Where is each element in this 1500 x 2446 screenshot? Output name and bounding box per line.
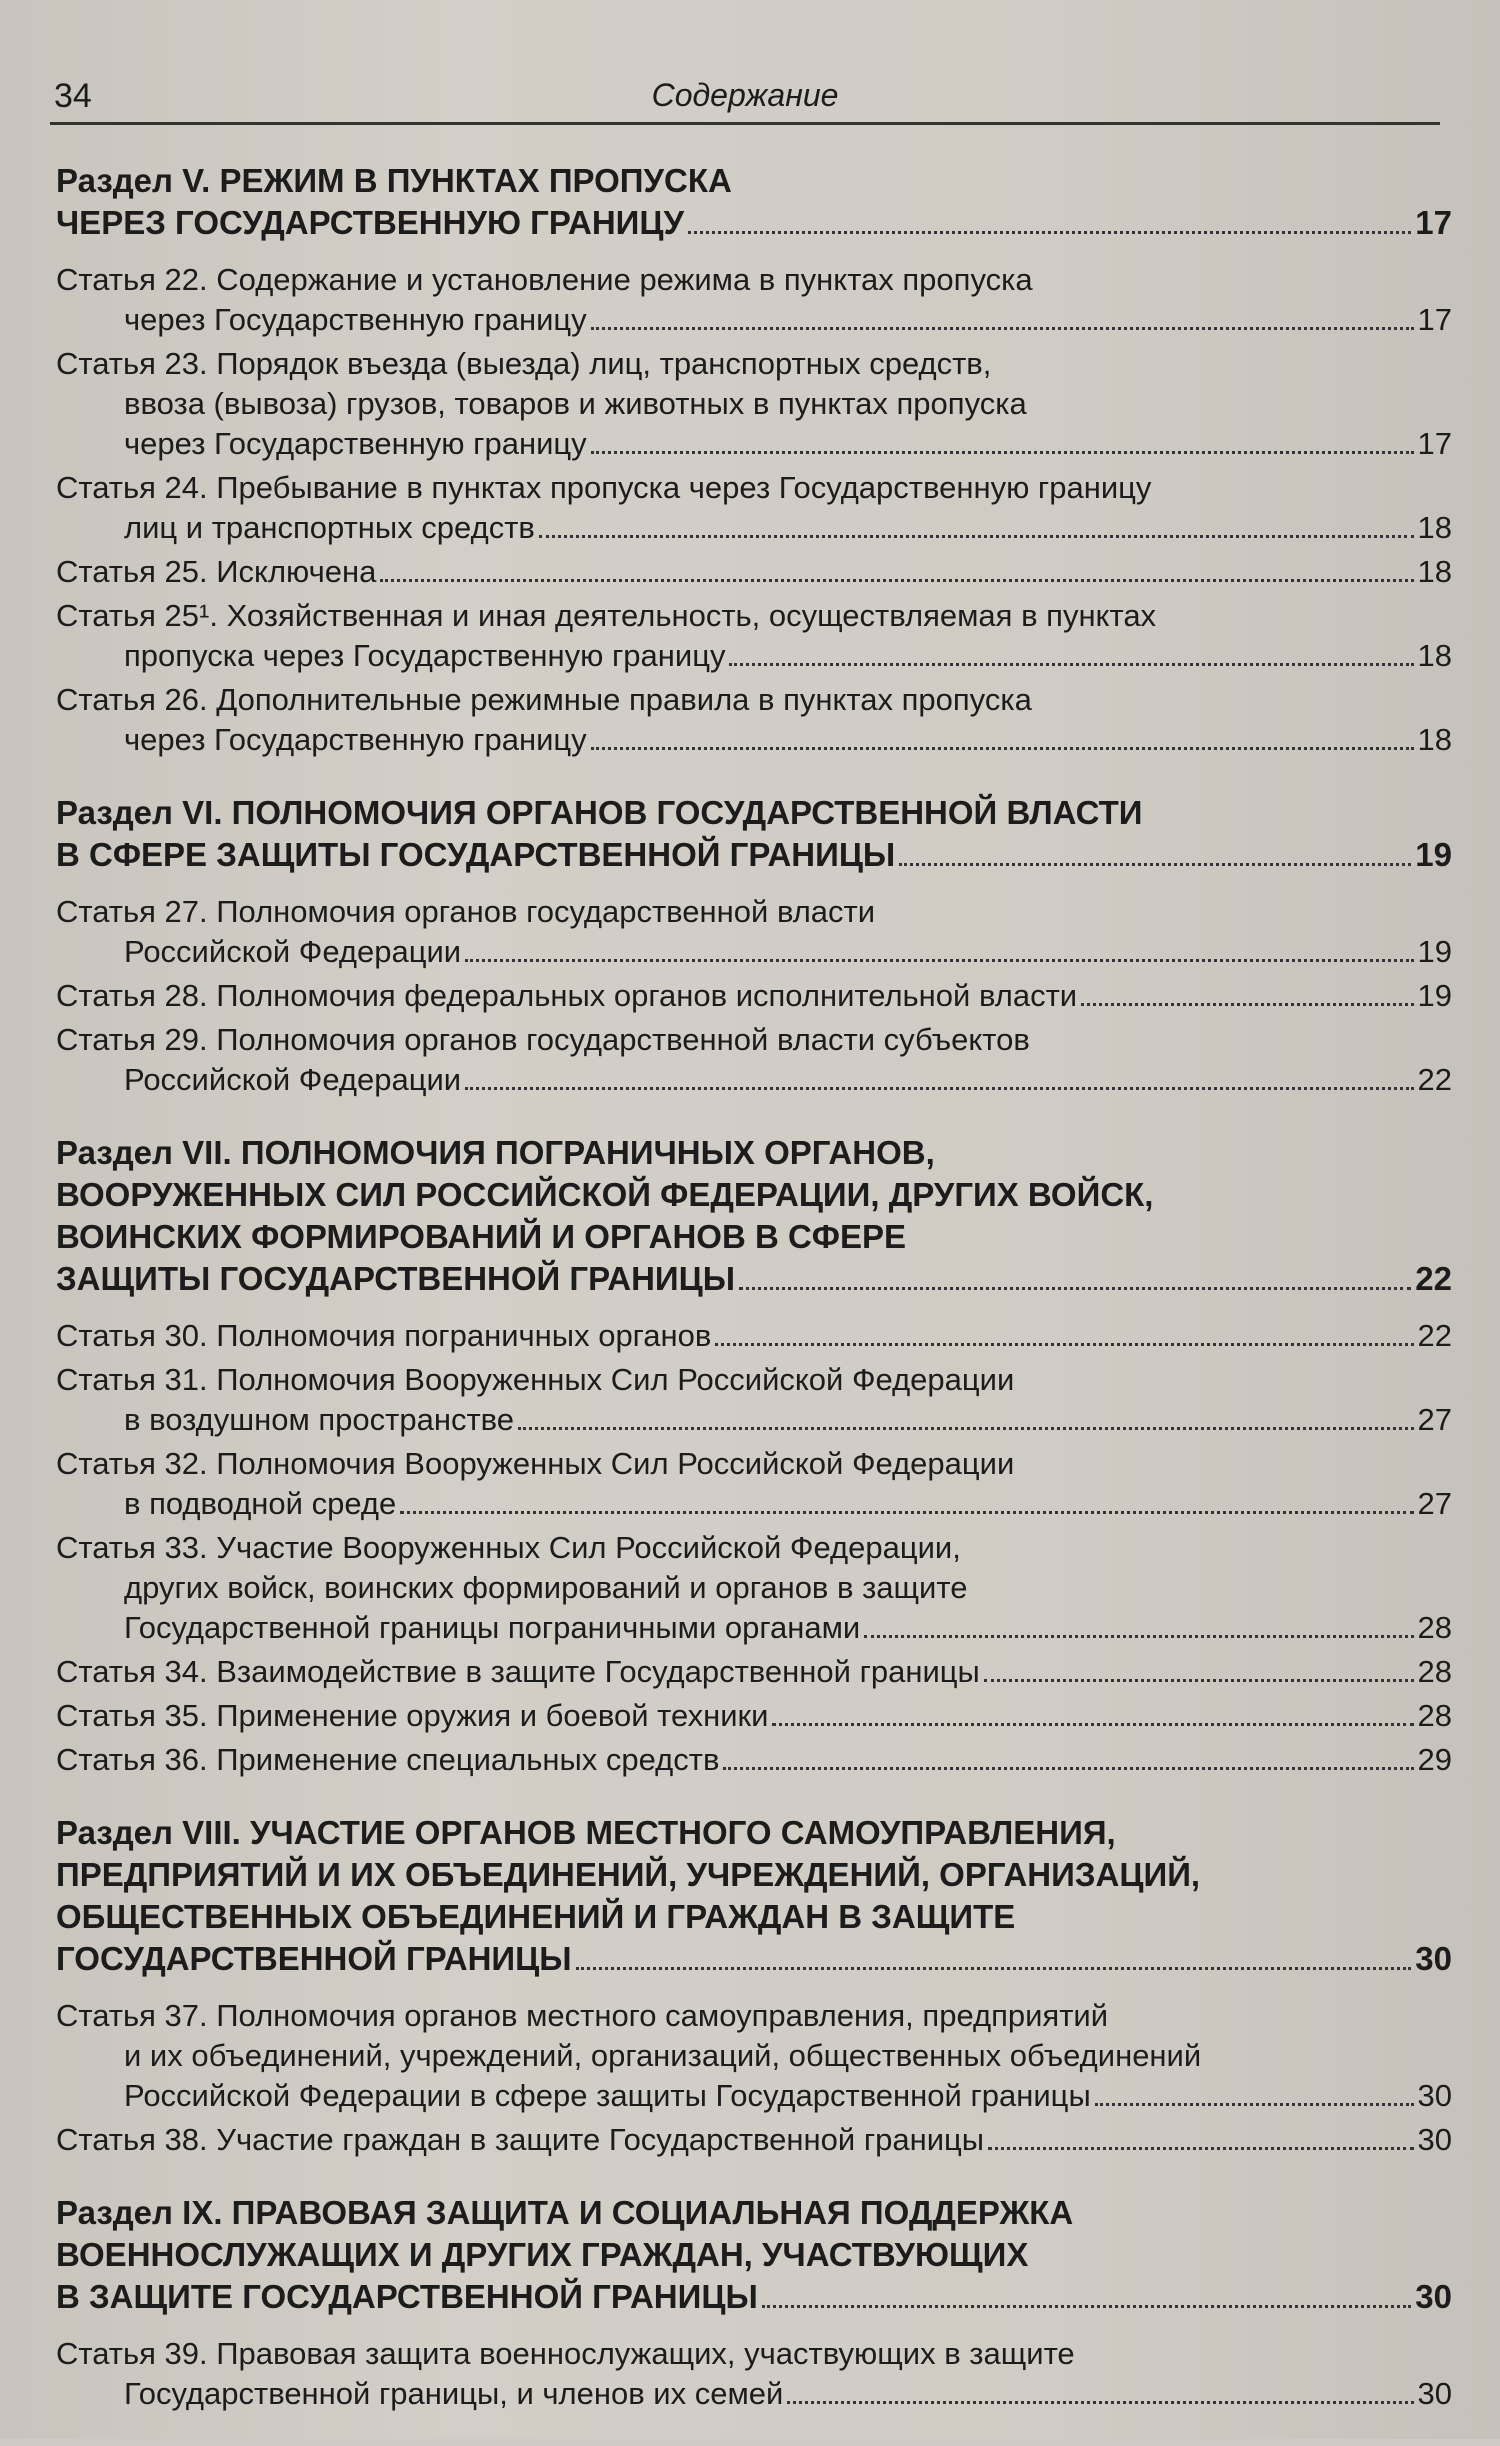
line-text: Российской Федерации xyxy=(124,934,462,969)
article-entry[interactable] xyxy=(56,2334,1452,2414)
toc-line xyxy=(56,1216,1452,1258)
page-ref[interactable]: 22 xyxy=(1417,1318,1452,1353)
line-text: лиц и транспортных средств xyxy=(124,510,535,545)
toc-line xyxy=(56,1652,1452,1692)
toc-line xyxy=(56,1174,1452,1216)
toc-line xyxy=(56,1132,1452,1174)
article-entry[interactable] xyxy=(56,596,1452,676)
line-text: Статья 25¹. Хозяйственная и иная деятельность, осуществляемая в пунктах xyxy=(56,598,1157,633)
dot-leader xyxy=(539,535,1414,538)
article-entry[interactable] xyxy=(56,552,1452,592)
line-text: Раздел V. РЕЖИМ В ПУНКТАХ ПРОПУСКА xyxy=(56,162,732,199)
article-entry[interactable] xyxy=(56,468,1452,548)
toc-line xyxy=(56,1938,1452,1980)
toc-line xyxy=(56,720,1452,760)
toc-line xyxy=(56,834,1452,876)
page-ref[interactable]: 22 xyxy=(1417,1062,1452,1097)
line-text: ЗАЩИТЫ ГОСУДАРСТВЕННОЙ ГРАНИЦЫ xyxy=(56,1260,736,1297)
toc-section xyxy=(56,160,1452,760)
line-text: Статья 39. Правовая защита военнослужащих, участвующих в защите xyxy=(56,2336,1075,2371)
toc-line xyxy=(56,2120,1452,2160)
toc-line xyxy=(56,260,1452,300)
toc-line xyxy=(56,2192,1452,2234)
dot-leader xyxy=(715,1343,1413,1346)
toc-line xyxy=(56,344,1452,384)
dot-leader xyxy=(899,863,1411,866)
article-entry[interactable] xyxy=(56,2120,1452,2160)
dot-leader xyxy=(380,579,1413,582)
line-text: Статья 35. Применение оружия и боевой техники xyxy=(56,1698,769,1733)
line-text: Статья 25. Исключена xyxy=(56,554,377,589)
dot-leader xyxy=(465,959,1413,962)
line-text: ЧЕРЕЗ ГОСУДАРСТВЕННУЮ ГРАНИЦУ xyxy=(56,204,685,241)
page-ref[interactable]: 18 xyxy=(1417,722,1452,757)
toc-line xyxy=(56,1444,1452,1484)
line-text: Статья 33. Участие Вооруженных Сил Российской Федерации, xyxy=(56,1530,961,1565)
page-ref[interactable]: 18 xyxy=(1417,554,1452,589)
article-entry[interactable] xyxy=(56,1528,1452,1648)
toc-section xyxy=(56,1132,1452,1780)
line-text: ВОИНСКИХ ФОРМИРОВАНИЙ И ОРГАНОВ В СФЕРЕ xyxy=(56,1218,906,1255)
dot-leader xyxy=(576,1967,1412,1970)
page-ref[interactable]: 17 xyxy=(1415,204,1452,241)
line-text: Статья 27. Полномочия органов государственной власти xyxy=(56,894,876,929)
line-text: В ЗАЩИТЕ ГОСУДАРСТВЕННОЙ ГРАНИЦЫ xyxy=(56,2278,758,2315)
line-text: ГОСУДАРСТВЕННОЙ ГРАНИЦЫ xyxy=(56,1940,572,1977)
toc-line xyxy=(56,2234,1452,2276)
toc-line xyxy=(56,468,1452,508)
toc-line xyxy=(56,1020,1452,1060)
article-entry[interactable] xyxy=(56,1360,1452,1440)
page-ref[interactable]: 19 xyxy=(1415,836,1452,873)
page-ref[interactable]: 19 xyxy=(1417,934,1452,969)
line-text: других войск, воинских формирований и органов в защите xyxy=(124,1570,968,1605)
section-title[interactable] xyxy=(56,160,1452,244)
article-entry[interactable] xyxy=(56,1740,1452,1780)
toc-line xyxy=(56,424,1452,464)
toc-line xyxy=(56,680,1452,720)
dot-leader xyxy=(518,1427,1414,1430)
toc-section xyxy=(56,1812,1452,2160)
toc-line xyxy=(56,1696,1452,1736)
page-ref[interactable]: 29 xyxy=(1417,1742,1452,1777)
line-text: Статья 36. Применение специальных средств xyxy=(56,1742,720,1777)
line-text: через Государственную границу xyxy=(124,426,587,461)
section-title[interactable] xyxy=(56,1132,1452,1300)
page-ref[interactable]: 17 xyxy=(1417,426,1452,461)
dot-leader xyxy=(400,1511,1413,1514)
page-header xyxy=(50,70,1440,125)
dot-leader xyxy=(739,1287,1411,1290)
line-text: Статья 34. Взаимодействие в защите Государственной границы xyxy=(56,1654,980,1689)
toc-line xyxy=(56,384,1452,424)
line-text: Государственной границы, и членов их семей xyxy=(124,2376,784,2411)
line-text: Раздел IX. ПРАВОВАЯ ЗАЩИТА И СОЦИАЛЬНАЯ ПОДДЕРЖКА xyxy=(56,2194,1074,2231)
dot-leader xyxy=(591,451,1414,454)
article-entry[interactable] xyxy=(56,892,1452,972)
page-ref[interactable]: 17 xyxy=(1417,302,1452,337)
toc-line xyxy=(56,596,1452,636)
toc-line xyxy=(56,508,1452,548)
dot-leader xyxy=(864,1635,1413,1638)
dot-leader xyxy=(1081,1003,1413,1006)
toc-line xyxy=(56,636,1452,676)
dot-leader xyxy=(772,1723,1413,1726)
toc-line xyxy=(56,932,1452,972)
line-text: через Государственную границу xyxy=(124,722,587,757)
page-ref[interactable]: 30 xyxy=(1417,2122,1452,2157)
article-entry[interactable] xyxy=(56,344,1452,464)
article-entry[interactable] xyxy=(56,1444,1452,1524)
line-text: Статья 23. Порядок въезда (выезда) лиц, транспортных средств, xyxy=(56,346,992,381)
toc-line xyxy=(56,1360,1452,1400)
article-list xyxy=(56,1316,1452,1780)
toc-line xyxy=(56,2374,1452,2414)
article-list xyxy=(56,2334,1452,2414)
toc-line xyxy=(56,160,1452,202)
line-text: в подводной среде xyxy=(124,1486,397,1521)
toc-line xyxy=(56,1258,1452,1300)
toc-line xyxy=(56,1854,1452,1896)
line-text: Раздел VIII. УЧАСТИЕ ОРГАНОВ МЕСТНОГО САМОУПРАВЛЕНИЯ, xyxy=(56,1814,1116,1851)
page-ref[interactable]: 28 xyxy=(1417,1610,1452,1645)
page-ref[interactable]: 19 xyxy=(1417,978,1452,1013)
dot-leader xyxy=(591,327,1414,330)
line-text: Статья 22. Содержание и установление режима в пунктах пропуска xyxy=(56,262,1033,297)
article-entry[interactable] xyxy=(56,1996,1452,2116)
line-text: Статья 30. Полномочия пограничных органов xyxy=(56,1318,712,1353)
dot-leader xyxy=(984,1679,1414,1682)
toc-line xyxy=(56,1608,1452,1648)
section-title[interactable] xyxy=(56,2192,1452,2318)
running-title: Содержание xyxy=(651,77,839,113)
line-text: В СФЕРЕ ЗАЩИТЫ ГОСУДАРСТВЕННОЙ ГРАНИЦЫ xyxy=(56,836,896,873)
article-list xyxy=(56,892,1452,1100)
article-list xyxy=(56,260,1452,760)
line-text: Российской Федерации xyxy=(124,1062,462,1097)
line-text: Статья 31. Полномочия Вооруженных Сил Российской Федерации xyxy=(56,1362,1015,1397)
line-text: Российской Федерации в сфере защиты Государственной границы xyxy=(124,2078,1091,2113)
line-text: ввоза (вывоза) грузов, товаров и животных в пунктах пропуска xyxy=(124,386,1027,421)
line-text: Государственной границы пограничными органами xyxy=(124,1610,861,1645)
dot-leader xyxy=(729,663,1413,666)
dot-leader xyxy=(1095,2103,1414,2106)
page-number: 34 xyxy=(54,77,92,115)
line-text: Раздел VII. ПОЛНОМОЧИЯ ПОГРАНИЧНЫХ ОРГАНОВ, xyxy=(56,1134,935,1171)
line-text: Статья 37. Полномочия органов местного самоуправления, предприятий xyxy=(56,1998,1109,2033)
page-ref[interactable]: 30 xyxy=(1417,2376,1452,2411)
line-text: Статья 26. Дополнительные режимные правила в пунктах пропуска xyxy=(56,682,1032,717)
dot-leader xyxy=(988,2147,1413,2150)
article-entry[interactable] xyxy=(56,260,1452,340)
article-list xyxy=(56,1996,1452,2160)
line-text: через Государственную границу xyxy=(124,302,587,337)
line-text: Статья 32. Полномочия Вооруженных Сил Российской Федерации xyxy=(56,1446,1015,1481)
dot-leader xyxy=(762,2305,1412,2308)
line-text: ПРЕДПРИЯТИЙ И ИХ ОБЪЕДИНЕНИЙ, УЧРЕЖДЕНИЙ, ОРГАНИЗАЦИЙ, xyxy=(56,1856,1201,1893)
toc-line xyxy=(56,1812,1452,1854)
page-ref[interactable]: 30 xyxy=(1417,2078,1452,2113)
line-text: Статья 24. Пребывание в пунктах пропуска через Государственную границу xyxy=(56,470,1152,505)
page-ref[interactable]: 28 xyxy=(1417,1654,1452,1689)
toc-line xyxy=(56,2276,1452,2318)
article-entry[interactable] xyxy=(56,680,1452,760)
toc-line xyxy=(56,892,1452,932)
line-text: Статья 28. Полномочия федеральных органов исполнительной власти xyxy=(56,978,1078,1013)
toc-line xyxy=(56,1060,1452,1100)
article-entry[interactable] xyxy=(56,1696,1452,1736)
toc-line xyxy=(56,1896,1452,1938)
article-entry[interactable] xyxy=(56,976,1452,1016)
toc-line xyxy=(56,1740,1452,1780)
page-ref[interactable]: 28 xyxy=(1417,1698,1452,1733)
article-entry[interactable] xyxy=(56,1652,1452,1692)
toc-line xyxy=(56,976,1452,1016)
section-title[interactable] xyxy=(56,1812,1452,1980)
line-text: Статья 29. Полномочия органов государственной власти субъектов xyxy=(56,1022,1030,1057)
toc-line xyxy=(56,2036,1452,2076)
toc-line xyxy=(56,1484,1452,1524)
toc-line xyxy=(56,1568,1452,1608)
line-text: в воздушном пространстве xyxy=(124,1402,514,1437)
toc-section xyxy=(56,792,1452,1100)
section-title[interactable] xyxy=(56,792,1452,876)
article-entry[interactable] xyxy=(56,1316,1452,1356)
page-ref[interactable]: 27 xyxy=(1417,1402,1452,1437)
toc-line xyxy=(56,1316,1452,1356)
toc-line xyxy=(56,1996,1452,2036)
line-text: Раздел VI. ПОЛНОМОЧИЯ ОРГАНОВ ГОСУДАРСТВЕННОЙ ВЛАСТИ xyxy=(56,794,1143,831)
page-ref[interactable]: 27 xyxy=(1417,1486,1452,1521)
page-ref[interactable]: 30 xyxy=(1415,1940,1452,1977)
toc-line xyxy=(56,300,1452,340)
toc-line xyxy=(56,2076,1452,2116)
line-text: пропуска через Государственную границу xyxy=(124,638,726,673)
article-entry[interactable] xyxy=(56,1020,1452,1100)
line-text: и их объединений, учреждений, организаций, общественных объединений xyxy=(124,2038,1202,2073)
page-ref[interactable]: 18 xyxy=(1417,510,1452,545)
toc-line xyxy=(56,202,1452,244)
toc-line xyxy=(56,552,1452,592)
page-ref[interactable]: 18 xyxy=(1417,638,1452,673)
table-of-contents xyxy=(56,160,1452,2446)
line-text: Статья 38. Участие граждан в защите Государственной границы xyxy=(56,2122,985,2157)
toc-line xyxy=(56,2334,1452,2374)
dot-leader xyxy=(787,2401,1413,2404)
line-text: ОБЩЕСТВЕННЫХ ОБЪЕДИНЕНИЙ И ГРАЖДАН В ЗАЩИТЕ xyxy=(56,1898,1016,1935)
dot-leader xyxy=(723,1767,1413,1770)
toc-section xyxy=(56,2192,1452,2414)
toc-line xyxy=(56,1528,1452,1568)
dot-leader xyxy=(688,231,1411,234)
dot-leader xyxy=(465,1087,1413,1090)
page-ref[interactable]: 30 xyxy=(1415,2278,1452,2315)
toc-line xyxy=(56,1400,1452,1440)
page-ref[interactable]: 22 xyxy=(1415,1260,1452,1297)
dot-leader xyxy=(591,747,1414,750)
toc-line xyxy=(56,792,1452,834)
line-text: ВОЕННОСЛУЖАЩИХ И ДРУГИХ ГРАЖДАН, УЧАСТВУЮЩИХ xyxy=(56,2236,1029,2273)
line-text: ВООРУЖЕННЫХ СИЛ РОССИЙСКОЙ ФЕДЕРАЦИИ, ДРУГИХ ВОЙСК, xyxy=(56,1176,1154,1213)
